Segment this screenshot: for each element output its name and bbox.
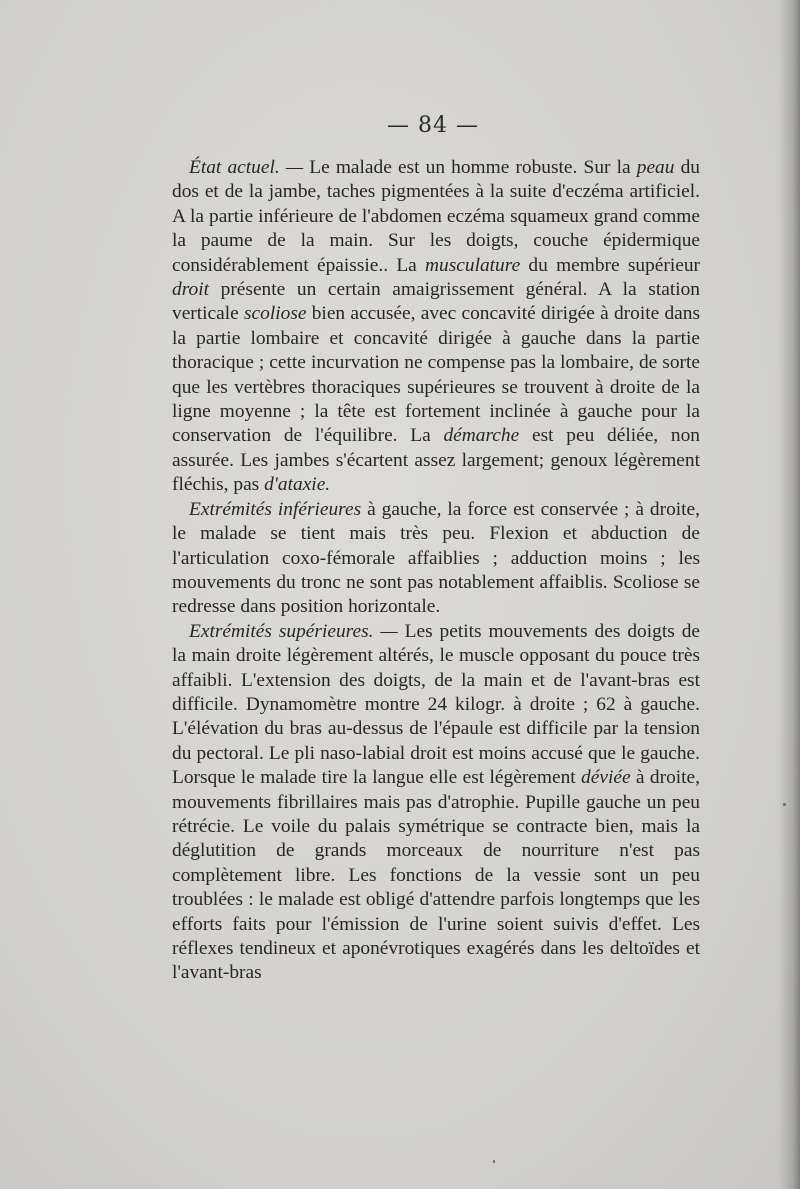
paragraph-extremites-inferieures bbox=[172, 498, 700, 620]
page-number: — 84 — bbox=[387, 113, 479, 138]
text-run: Les petits mouvements des doigts de la main droite légèrement altérés, le muscle opposant du pouce très affaibli. L'extension des doigts, de la main et de l'avant-bras est difficile. Dynamomètre montre 24 kilogr. à droite ; 62 à gauche. L'élévation du bras au-dessus de l'épaule est difficile par la tension du pectoral. Le pli naso-labial droit est moins accusé que le gauche. Lorsque le malade tire la langue elle est légèrement bbox=[172, 620, 701, 789]
text-run: à gauche, la force est conservée ; à droite, le malade se tient mais très peu. Flexion et abduction de l'articulation coxo-fémorale affaiblies ; adduction moins ; les mouvements du tronc ne sont pas notablement affaiblis. Scoliose se redresse dans position horizontale. bbox=[172, 498, 701, 618]
ink-speck bbox=[493, 1160, 495, 1163]
italic-term: droit bbox=[172, 279, 209, 301]
ink-speck bbox=[783, 803, 786, 806]
text-run: à droite, mouvements fibrillaires mais pas d'atrophie. Pupille gauche un peu rétrécie. Le voile du palais symétrique se contracte bien, mais la déglutition de grands morceaux de nourriture n'est pas complètement libre. Les fonctions de la vessie sont un peu troublées : le malade est obligé d'attendre parfois longtemps que les efforts faits pour l'émission de l'urine soient suivis d'effet. Les réflexes tendineux et aponévrotiques exagérés dans les deltoïdes et l'avant-bras bbox=[172, 767, 700, 984]
italic-term: peau bbox=[636, 157, 675, 178]
italic-term: démarche bbox=[443, 425, 520, 447]
body-text bbox=[172, 156, 700, 986]
text-run: du dos et de la jambe, taches pigmentées à la suite d'eczéma artificiel. A la partie inférieure de l'abdomen eczéma squameux grand comme la paume de la main. Sur les doigts, couche épidermique considérablement épaissie.. La bbox=[172, 157, 700, 276]
text-run: est peu déliée, non assurée. Les jambes s'écartent assez largement; genoux légèrement fléchis, pas bbox=[172, 425, 700, 496]
italic-term: État actuel. — bbox=[189, 157, 304, 178]
italic-term: scoliose bbox=[244, 303, 307, 325]
italic-term: Extrémités inférieures bbox=[189, 498, 362, 520]
page-edge-shadow bbox=[778, 0, 800, 1189]
text-run: du membre supérieur bbox=[520, 254, 700, 276]
italic-term: musculature bbox=[425, 254, 521, 276]
text-run: bien accusée, avec concavité dirigée à droite dans la partie lombaire et concavité dirigée à gauche dans la partie thoracique ; cette incurvation ne compense pas la lombaire, de sorte que les vertèbres thoraciques supérieures se trouvent à droite de la ligne moyenne ; la tête est fortement inclinée à gauche pour la conservation de l'équilibre. La bbox=[172, 303, 700, 447]
text-run: Le malade est un homme robuste. Sur la bbox=[303, 157, 637, 178]
italic-term: déviée bbox=[581, 767, 631, 789]
paragraph-etat-actuel bbox=[172, 156, 700, 498]
text-run: présente un certain amaigrissement général. A la station verticale bbox=[172, 279, 700, 325]
italic-term: d'ataxie. bbox=[264, 474, 331, 496]
paragraph-extremites-superieures bbox=[172, 620, 700, 986]
italic-term: Extrémités supérieures. — bbox=[189, 620, 398, 642]
